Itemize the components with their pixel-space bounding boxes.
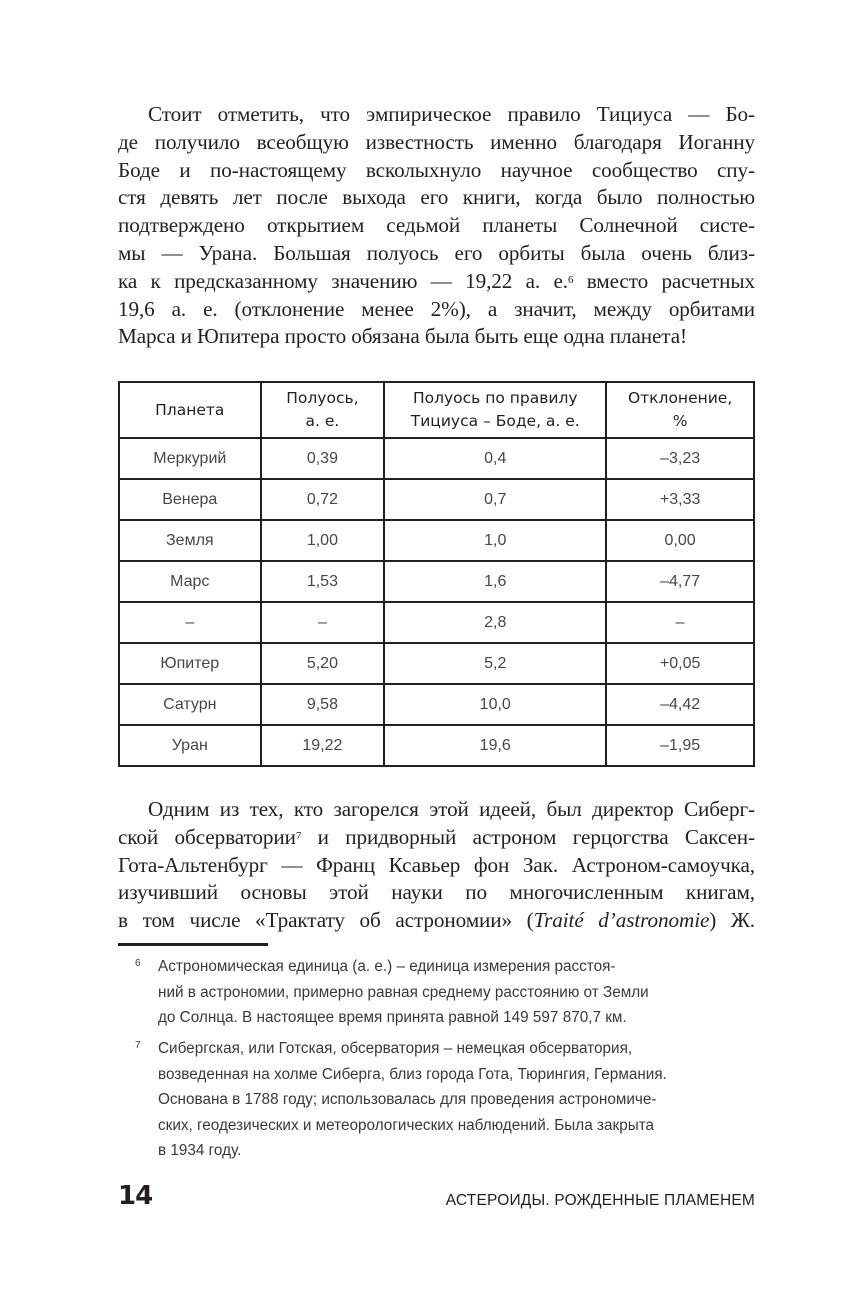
table-row: Юпитер 5,20 5,2 +0,05 xyxy=(119,643,754,684)
footnote-separator xyxy=(118,943,268,946)
planet-semi-axis-table xyxy=(118,381,755,767)
table-row: Сатурн 9,58 10,0 –4,42 xyxy=(119,684,754,725)
footnote-number: 7 xyxy=(135,1040,141,1051)
header-deviation: Отклонение, % xyxy=(606,382,754,438)
paragraph-tiitius-bode: Стоит отметить, что эмпирическое правило Тициуса — Бо- де получило всеобщую известность именно благодаря Иоганну Боде и по-настоящему всколыхнуло научное сообщество спу- стя девять лет после выхода его книги, когда было полностью подтверждено открытием седьмой планеты Солнечной систе- мы — Урана. Большая полуось его орбиты была очень близ- ка к предсказанному значению — 19,22 а. е.$^6$ вместо расчетных 19,6 а. е. (отклонение менее 2%), а значит, между орбитами Марса и Юпитера просто обязана была быть еще одна планета! xyxy=(118,102,756,349)
table-row: Меркурий 0,39 0,4 –3,23 xyxy=(119,438,754,479)
footnote-7: 7 Сибергская, или Готская, обсерватория – немецкая обсерватория, возведенная на холме Сиберга, близ города Гота, Тюрингия, Германия. Основана в 1788 году; использовалась для проведения астрономиче- ских, геодезических и метеорологических наблюдений. Была закрыта в 1934 году. xyxy=(118,1036,755,1164)
table-row: Венера 0,72 0,7 +3,33 xyxy=(119,479,754,520)
footnote-ref-7[interactable]: 7 xyxy=(295,829,302,842)
paragraph-von-zach: Одним из тех, кто загорелся этой идеей, был директор Сиберг- ской обсерватории$^7$ и придворный астроном герцогства Саксен- Гота-Альтенбург — Франц Ксавьер фон Зак. Астроном-самоучка, изучивший основы этой науки по многочисленным книгам, в том числе «Трактату об астрономии» (Traité d’astronomie) Ж. xyxy=(118,797,755,933)
table-row: Уран 19,22 19,6 –1,95 xyxy=(119,725,754,766)
table-row: Земля 1,00 1,0 0,00 xyxy=(119,520,754,561)
footnote-6: 6 Астрономическая единица (а. е.) – единица измерения расстоя- ний в астрономии, примерно равная среднему расстоянию от Земли до Солнца. В настоящее время принята равной 149 597 870,7 км. xyxy=(118,954,755,1031)
table-row: Марс 1,53 1,6 –4,77 xyxy=(119,561,754,602)
running-title: АСТЕРОИДЫ. РОЖДЕННЫЕ ПЛАМЕНЕМ xyxy=(445,1192,755,1209)
table-header-row xyxy=(119,382,754,438)
footnote-number: 6 xyxy=(135,958,141,969)
header-semi-axis-rule: Полуось по правилу Тициуса – Боде, а. е. xyxy=(384,382,606,438)
header-planet: Планета xyxy=(119,382,261,438)
italic-title: Traité d’astronomie xyxy=(533,908,710,933)
footnote-ref-6[interactable]: 6 xyxy=(567,273,574,286)
header-semi-axis: Полуось, а. е. xyxy=(261,382,385,438)
table-row: – – 2,8 – xyxy=(119,602,754,643)
page-number: 14 xyxy=(118,1181,153,1211)
